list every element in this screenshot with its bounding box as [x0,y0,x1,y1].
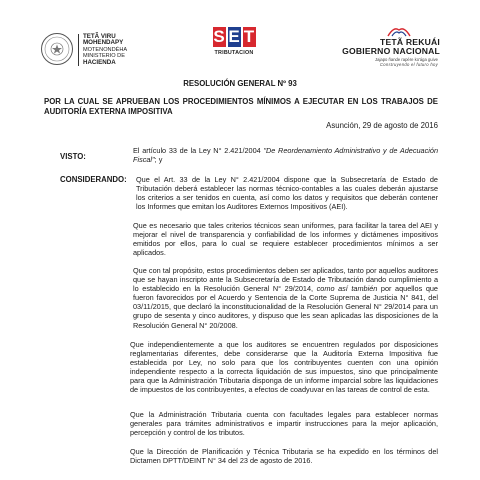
government-logo [342,24,440,72]
government-line1: TETÃ REKUÁI [380,37,440,47]
government-tagline1: Jajapo ñande rapére ko'ága guive [375,57,438,62]
paragraph-3-text-b: por aquellos que fueron favorecidos por el Acuerdo y Sentencia de la Corte Suprema de Justicia N° 841, del 03/11/2015, que declaró la inconstitucionalidad de la Resolución General N° 29/2014 para un grupo de sesenta y cinco auditores, y dispuso que les sean aplicadas las disposiciones de la Resolución General N° 20/2008. [133,284,438,330]
considerando-label: CONSIDERANDO: [60,175,127,184]
considerando-paragraph-1: Que el Art. 33 de la Ley N° 2.421/2004 dispone que la Subsecretaría de Estado de Tributación deberá establecer las normas técnico-contables a las cuales deberán ajustarse los criterios a ser tenidos en cuenta, así como los datos y requisitos que deberán contener los Informes que emitan los Auditores Externos Impositivos (AEI). [136,175,438,212]
considerando-paragraph-6: Que la Dirección de Planificación y Técnica Tributaria se ha expedido en los términos del Dictamen DPTT/DEINT N° 34 del 23 de agosto de 2016. [130,447,438,466]
set-subtitle: TRIBUTACION [214,50,254,56]
ministry-line5: HACIENDA [83,58,116,66]
national-seal-icon [40,32,74,66]
paragraph-3-italic: como así también [316,284,378,294]
ministry-line3: MOTENONDÉHA [83,46,128,53]
government-line2: GOBIERNO NACIONAL [342,46,440,56]
government-tagline2: Construyendo el futuro hoy [379,62,438,67]
government-mark-icon [386,24,412,38]
resolution-title: RESOLUCIÓN GENERAL Nº 93 [183,79,297,88]
resolution-subject: POR LA CUAL SE APRUEBAN LOS PROCEDIMIENTOS MÍNIMOS A EJECUTAR EN LOS TRABAJOS DE AUDITORÍA EXTERNA IMPOSITIVA [44,97,438,116]
resolution-date: Asunción, 29 de agosto de 2016 [326,121,438,130]
set-logo [211,27,257,69]
visto-paragraph [133,146,438,164]
set-tile-e: E [228,27,240,46]
considerando-paragraph-2: Que es necesario que tales criterios técnicos sean uniformes, para facilitar la tarea del AEI y mejorar el nivel de transparencia y confiabilidad de los informes y dictámenes impositivos emitidos por ellos, para lo cual se requiere establecer procedimientos mínimos a ser aplicados. [133,221,438,258]
set-tile-s: S [213,27,225,46]
paragraph-3-text-a: Que con tal propósito, estos procedimientos deben ser aplicados, tanto por aquellos auditores que se hayan inscripto ante la Subsecretaría de Estado de Tributación dando cumplimiento a lo establecido en la Resolución General N° 29/2014, [133,266,438,294]
visto-text-a: El artículo 33 de la Ley N° 2.421/2004 [133,146,264,155]
considerando-paragraph-4: Que independientemente a que los auditores se encuentren regulados por disposiciones reglamentarias diferentes, debe considerarse que la Auditoría Externa Impositiva fue establecida por Ley, no solo para que los contribuyentes cuenten con una opinión independiente respecto a la correcta liquidación de sus impuestos, sino que principalmente para que la Administración Tributaria disponga de un informe imparcial sobre las liquidaciones de impuestos de los contribuyentes, a efectos de coadyuvar en las tareas de control de esta. [130,340,438,395]
considerando-paragraph-3 [133,266,438,330]
visto-law-title: "De Reordenamiento Administrativo y de Adecuación Fiscal" [133,146,438,165]
ministry-line4: MINISTERIO DE [83,53,125,60]
considerando-paragraph-5: Que la Administración Tributaria cuenta con facultades legales para establecer normas generales para trámites administrativos e impartir instrucciones para la mejor aplicación, percepción y control de los tributos. [130,410,438,438]
visto-text-b: ; y [154,155,163,165]
logo-divider [78,34,79,66]
visto-label: VISTO: [60,152,86,161]
set-tile-t: T [243,27,255,46]
ministry-logo [40,30,140,70]
ministry-name [83,34,127,66]
ministry-line2: MOHENDAPY [83,39,124,47]
ministry-line1: TETÃ VIRU [83,33,116,40]
